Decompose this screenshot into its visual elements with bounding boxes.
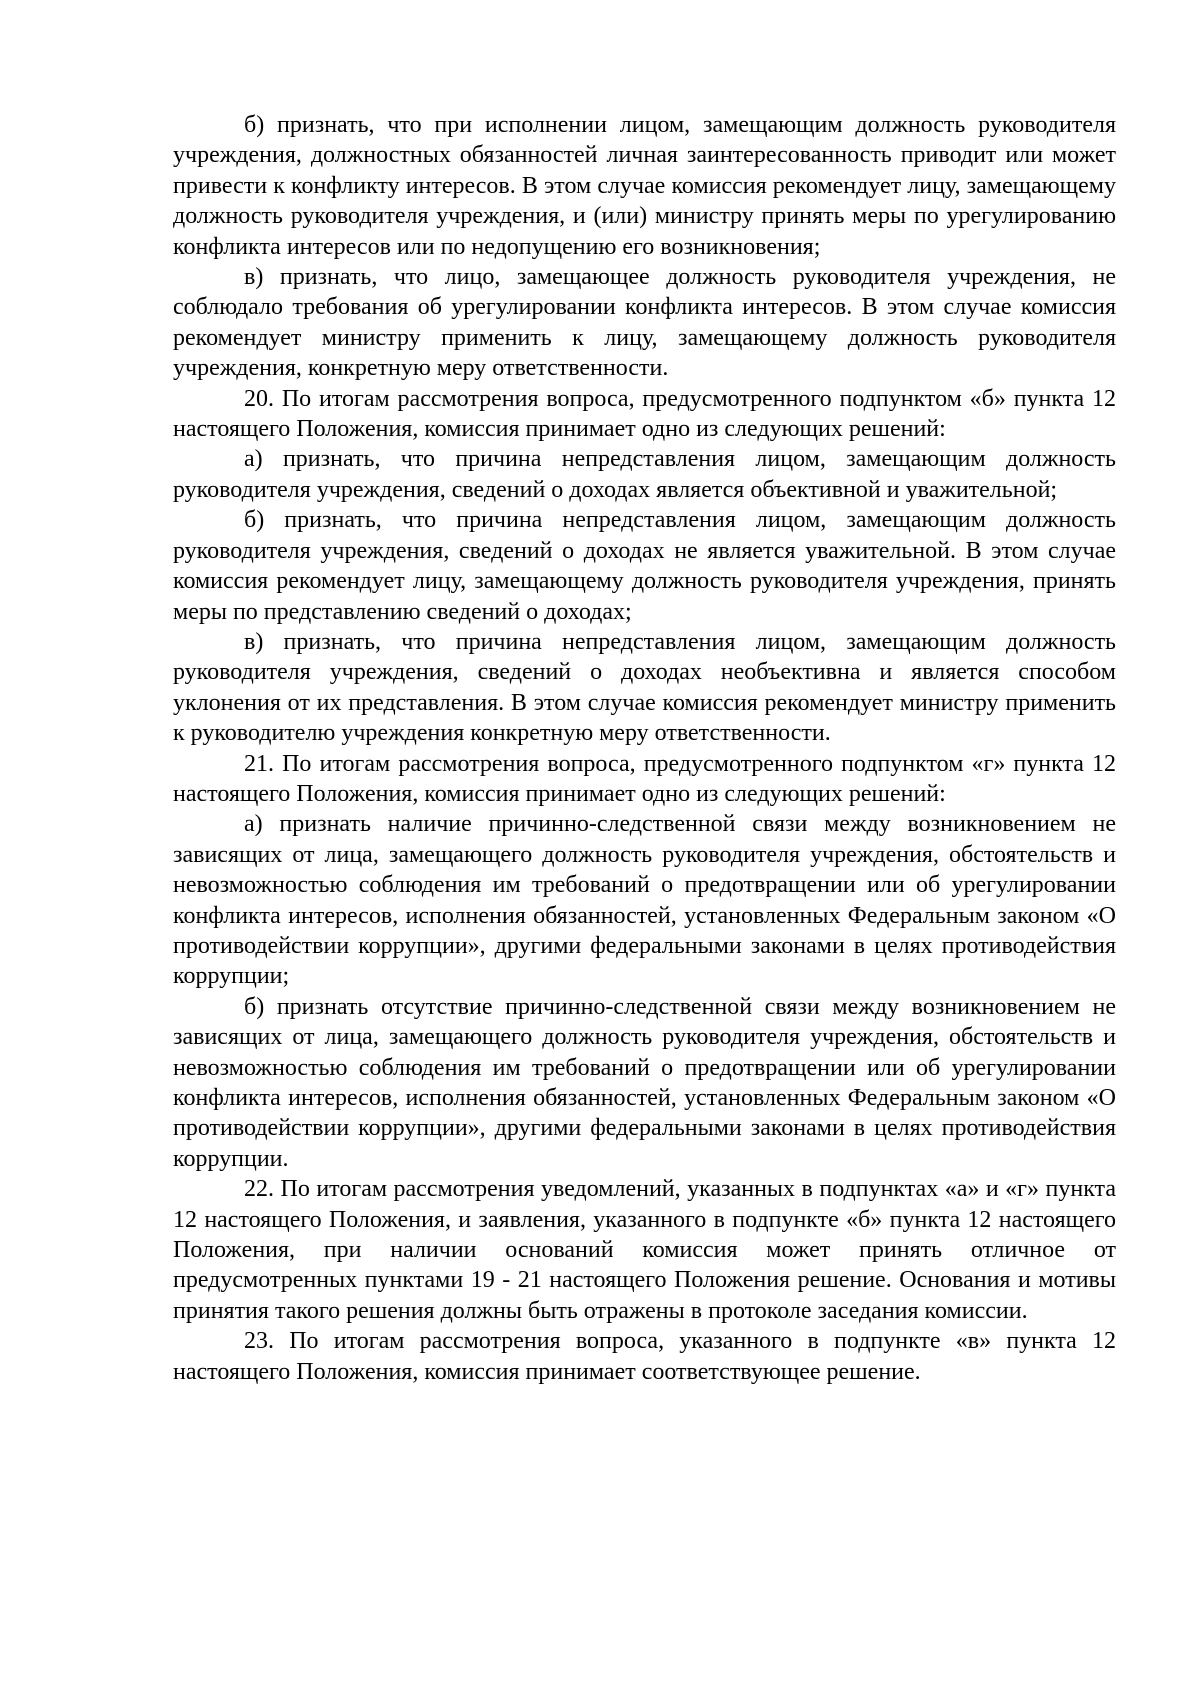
paragraph-20a: а) признать, что причина непредставления лицом, замещающим должность руководителя учреждения, сведений о доходах является объективной и уважительной; (173, 446, 1116, 503)
paragraph-19v: в) признать, что лицо, замещающее должность руководителя учреждения, не соблюдало требования об урегулировании конфликта интересов. В этом случае комиссия рекомендует министру применить к лицу, замещающему должность руководителя учреждения, конкретную меру ответственности. (173, 264, 1116, 382)
document-body (173, 110, 1116, 1387)
paragraph-23: 23. По итогам рассмотрения вопроса, указанного в подпункте «в» пункта 12 настоящего Положения, комиссия принимает соответствующее решение. (173, 1328, 1116, 1385)
paragraph-22: 22. По итогам рассмотрения уведомлений, указанных в подпунктах «а» и «г» пункта 12 настоящего Положения, и заявления, указанного в подпункте «б» пункта 12 настоящего Положения, при наличии оснований комиссия может принять отличное от предусмотренных пунктами 19 - 21 настоящего Положения решение. Основания и мотивы принятия такого решения должны быть отражены в протоколе заседания комиссии. (173, 1176, 1116, 1324)
paragraph-20: 20. По итогам рассмотрения вопроса, предусмотренного подпунктом «б» пункта 12 настоящего Положения, комиссия принимает одно из следующих решений: (173, 385, 1116, 443)
paragraph-21b: б) признать отсутствие причинно-следственной связи между возникновением не зависящих от лица, замещающего должность руководителя учреждения, обстоятельств и невозможностью соблюдения им требований о предотвращении или об урегулировании конфликта интересов, исполнения обязанностей, установленных Федеральным законом «О противодействии коррупции», другими федеральными законами в целях противодействия коррупции. (173, 993, 1116, 1172)
paragraph-20b: б) признать, что причина непредставления лицом, замещающим должность руководителя учреждения, сведений о доходах не является уважительной. В этом случае комиссия рекомендует лицу, замещающему должность руководителя учреждения, принять меры по представлению сведений о доходах; (173, 507, 1116, 625)
paragraph-21: 21. По итогам рассмотрения вопроса, предусмотренного подпунктом «г» пункта 12 настоящего Положения, комиссия принимает одно из следующих решений: (173, 750, 1116, 807)
paragraph-21a: а) признать наличие причинно-следственной связи между возникновением не зависящих от лица, замещающего должность руководителя учреждения, обстоятельств и невозможностью соблюдения им требований о предотвращении или об урегулировании конфликта интересов, исполнения обязанностей, установленных Федеральным законом «О противодействии коррупции», другими федеральными законами в целях противодействия коррупции; (173, 811, 1116, 990)
paragraph-20v: в) признать, что причина непредставления лицом, замещающим должность руководителя учреждения, сведений о доходах необъективна и является способом уклонения от их представления. В этом случае комиссия рекомендует министру применить к руководителю учреждения конкретную меру ответственности. (173, 628, 1116, 747)
paragraph-19b: б) признать, что при исполнении лицом, замещающим должность руководителя учреждения, должностных обязанностей личная заинтересованность приводит или может привести к конфликту интересов. В этом случае комиссия рекомендует лицу, замещающему должность руководителя учреждения, и (или) министру принять меры по урегулированию конфликта интересов или по недопущению его возникновения; (173, 112, 1116, 260)
